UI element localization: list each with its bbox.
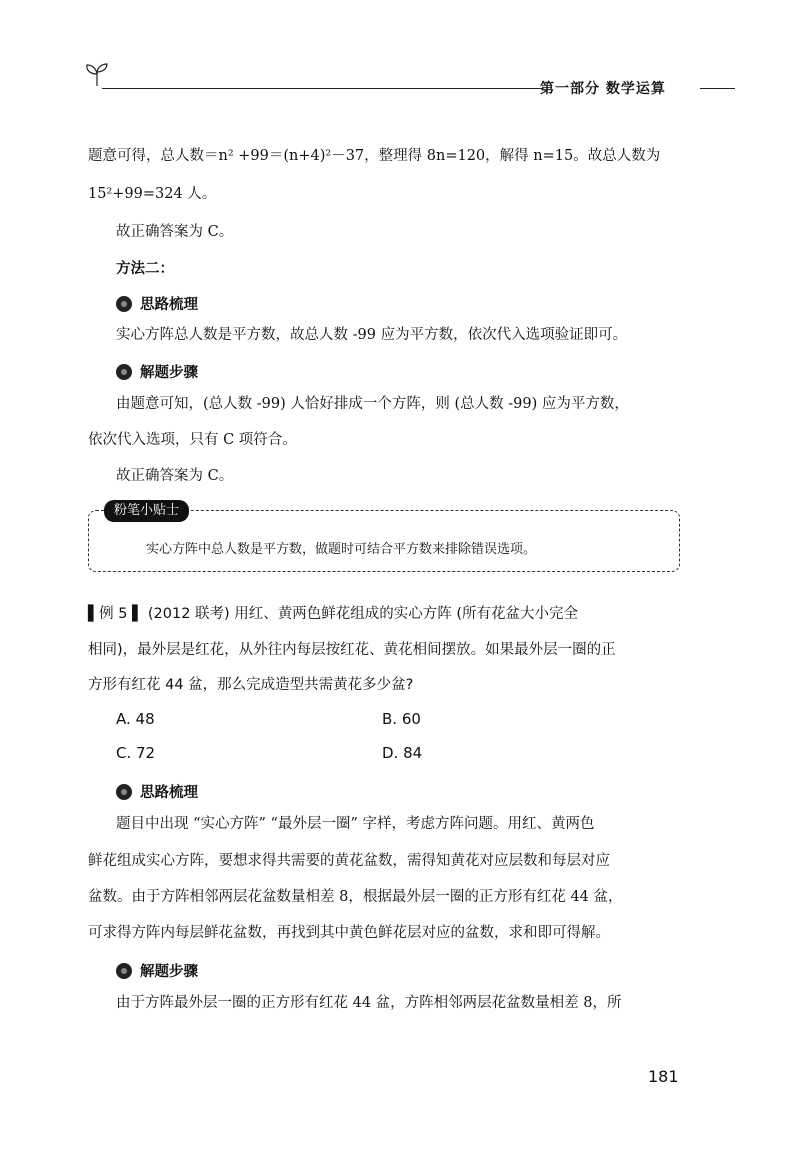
method2-title: 方法二： <box>116 261 174 277</box>
option-c: C. 72 <box>116 744 156 762</box>
tip-label: 粉笔小贴士 <box>104 500 189 522</box>
method2-steps-line2: 依次代入选项，只有 C 项符合。 <box>88 432 297 448</box>
example-line1: ▌例 5 ▌ (2012 联考) 用红、黄两色鲜花组成的实心方阵 (所有花盆大小完全 <box>88 606 579 622</box>
analysis-idea-heading-label: 思路梳理 <box>140 785 198 801</box>
analysis-steps-heading-label: 解题步骤 <box>140 964 198 980</box>
page-number: 181 <box>648 1067 679 1086</box>
option-b: B. 60 <box>382 710 421 728</box>
method1-answer: 故正确答案为 C。 <box>116 224 234 240</box>
analysis-idea-line3: 盆数。由于方阵相邻两层花盆数量相差 8，根据最外层一圈的正方形有红花 44 盆， <box>88 889 623 905</box>
option-a: A. 48 <box>116 710 155 728</box>
analysis-idea-line1: 题目中出现 “实心方阵” “最外层一圈” 字样，考虑方阵问题。用红、黄两色 <box>116 816 595 832</box>
example-line3: 方形有红花 44 盆，那么完成造型共需黄花多少盆? <box>88 677 414 693</box>
method2-steps-line1: 由题意可知，(总人数 -99) 人恰好排成一个方阵，则 (总人数 -99) 应为平方数， <box>116 396 629 412</box>
steps-icon <box>116 364 132 380</box>
method2-idea-heading <box>116 293 198 314</box>
example-line2: 相同)，最外层是红花，从外往内每层按红花、黄花相间摆放。如果最外层一圈的正 <box>88 642 616 658</box>
method2-answer: 故正确答案为 C。 <box>116 468 234 484</box>
method1-line2: 15²+99=324 人。 <box>88 186 217 202</box>
analysis-steps-line1: 由于方阵最外层一圈的正方形有红花 44 盆，方阵相邻两层花盆数量相差 8，所 <box>116 995 622 1011</box>
analysis-idea-line4: 可求得方阵内每层鲜花盆数，再找到其中黄色鲜花层对应的盆数，求和即可得解。 <box>88 925 610 941</box>
analysis-steps-heading <box>116 960 198 981</box>
header-rule-right <box>700 88 735 89</box>
tip-text: 实心方阵中总人数是平方数，做题时可结合平方数来排除错误选项。 <box>146 542 537 557</box>
option-d: D. 84 <box>382 744 423 762</box>
method1-line1: 题意可得，总人数＝n² +99＝(n+4)²－37，整理得 8n=120，解得 n=15。故总人数为 <box>88 148 661 164</box>
idea-icon <box>116 296 132 312</box>
method2-steps-heading <box>116 361 198 382</box>
section-title: 第一部分 数学运算 <box>540 81 666 97</box>
analysis-idea-heading <box>116 781 198 802</box>
idea-icon <box>116 784 132 800</box>
steps-icon <box>116 963 132 979</box>
method2-idea-heading-label: 思路梳理 <box>140 297 198 313</box>
method2-steps-heading-label: 解题步骤 <box>140 365 198 381</box>
header-rule-left <box>102 88 542 89</box>
method2-idea-text: 实心方阵总人数是平方数，故总人数 -99 应为平方数，依次代入选项验证即可。 <box>116 327 628 343</box>
analysis-idea-line2: 鲜花组成实心方阵，要想求得共需要的黄花盆数，需得知黄花对应层数和每层对应 <box>88 853 610 869</box>
